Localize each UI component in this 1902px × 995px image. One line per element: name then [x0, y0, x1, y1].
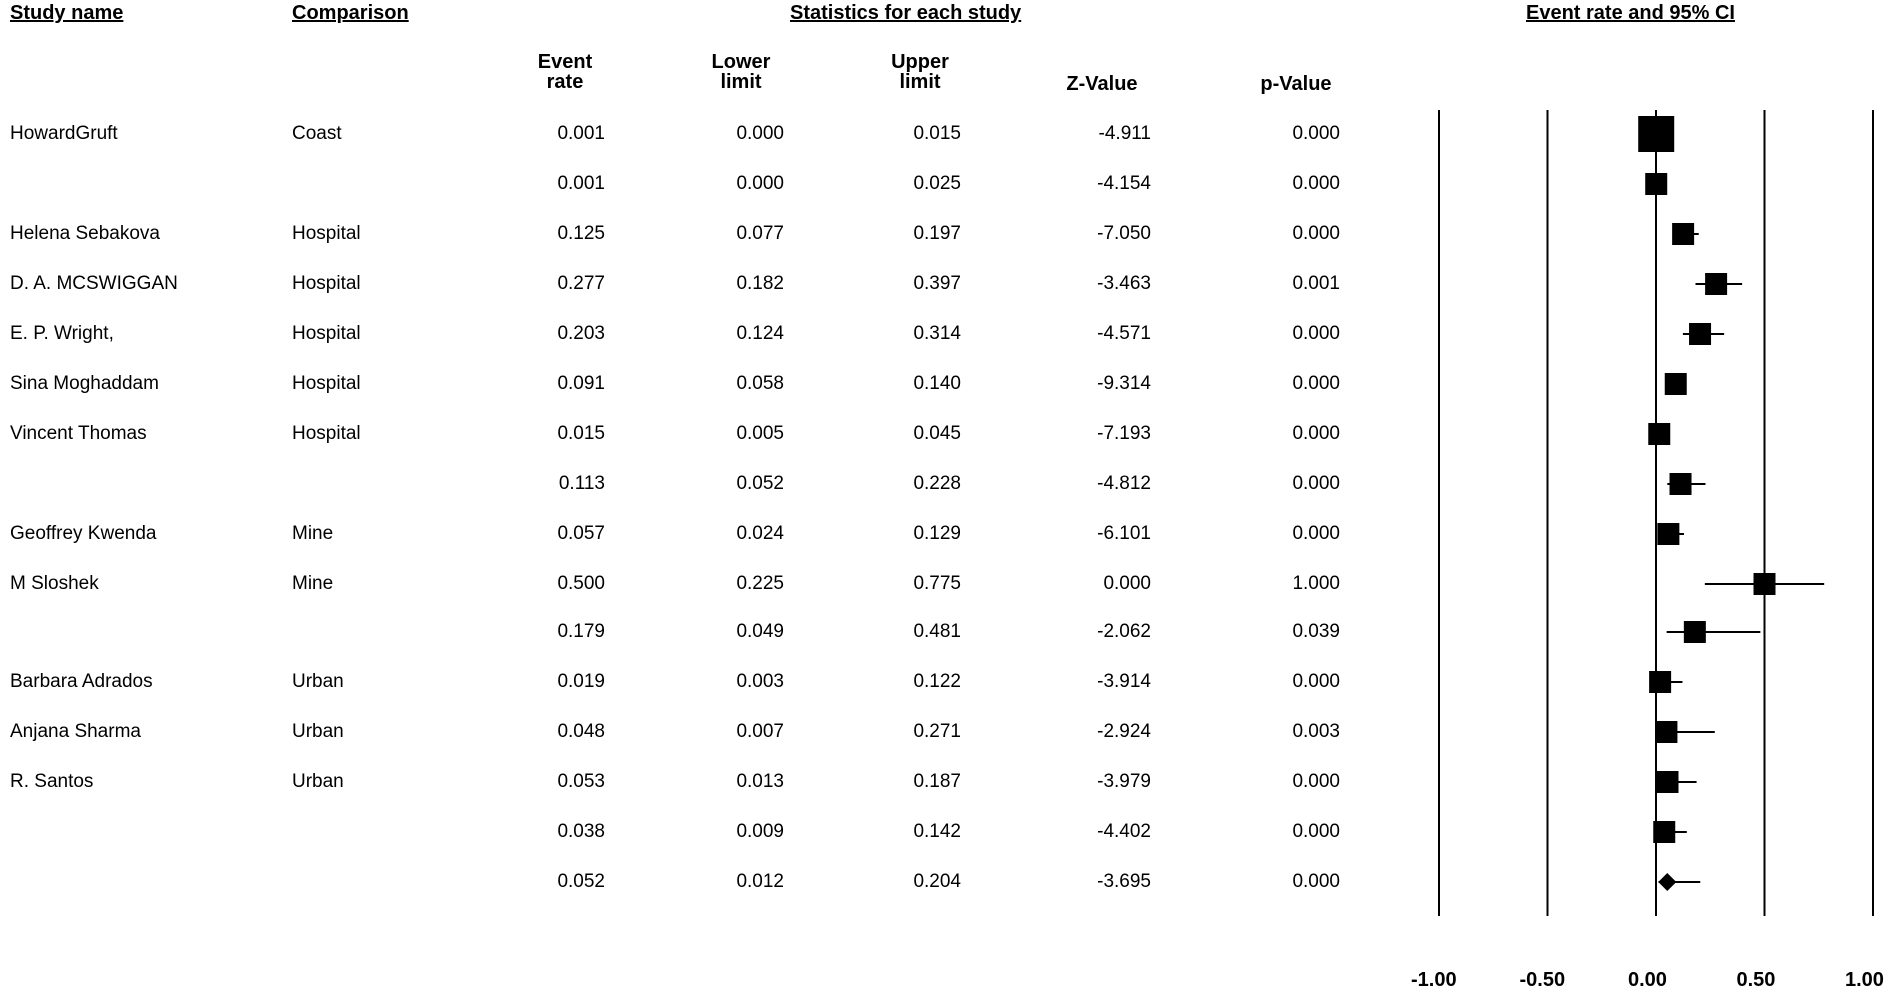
upper-limit-cell: 0.187	[913, 771, 961, 792]
point-estimate-marker	[1657, 771, 1679, 793]
study-name-cell: E. P. Wright,	[10, 323, 114, 344]
z-value-cell: 0.000	[1103, 573, 1151, 594]
p-value-cell: 0.000	[1292, 671, 1340, 692]
p-value-cell: 0.000	[1292, 323, 1340, 344]
point-estimate-marker	[1672, 223, 1694, 245]
event-rate-cell: 0.500	[557, 573, 605, 594]
point-estimate-marker	[1665, 373, 1687, 395]
comparison-cell: Hospital	[292, 223, 361, 244]
comparison-header: Comparison	[292, 2, 409, 24]
upper-limit-cell: 0.122	[913, 671, 961, 692]
event-rate-cell: 0.001	[557, 173, 605, 194]
lower-limit-cell: 0.000	[736, 173, 784, 194]
upper-limit-cell: 0.129	[913, 523, 961, 544]
lower-limit-header: Lower limit	[711, 51, 771, 93]
event-rate-cell: 0.091	[557, 373, 605, 394]
lower-limit-cell: 0.058	[736, 373, 784, 394]
study-name-cell: Sina Moghaddam	[10, 373, 159, 394]
study-name-cell: Vincent Thomas	[10, 423, 147, 444]
point-estimate-marker	[1670, 473, 1692, 495]
z-value-cell: -3.914	[1097, 671, 1151, 692]
z-value-cell: -4.812	[1097, 473, 1151, 494]
lower-limit-cell: 0.013	[736, 771, 784, 792]
study-name-cell: D. A. MCSWIGGAN	[10, 273, 178, 294]
z-value-cell: -4.911	[1098, 123, 1151, 144]
comparison-cell: Mine	[292, 573, 334, 594]
point-estimate-marker	[1653, 821, 1675, 843]
z-value-cell: -7.050	[1097, 223, 1151, 244]
study-name-cell: Barbara Adrados	[10, 671, 153, 692]
event-rate-cell: 0.015	[557, 423, 605, 444]
comparison-cell: Urban	[292, 671, 344, 692]
event-rate-cell: 0.019	[557, 671, 605, 692]
upper-limit-cell: 0.140	[913, 373, 961, 394]
event-rate-cell: 0.113	[558, 473, 605, 494]
p-value-cell: 0.000	[1292, 473, 1340, 494]
plot-title: Event rate and 95% CI	[1526, 2, 1735, 24]
z-value-cell: -2.062	[1097, 621, 1151, 642]
p-value-cell: 0.000	[1292, 821, 1340, 842]
upper-limit-cell: 0.015	[913, 123, 961, 144]
event-rate-cell: 0.053	[557, 771, 605, 792]
event-rate-cell: 0.125	[557, 223, 605, 244]
p-value-cell: 0.003	[1292, 721, 1340, 742]
event-rate-header: Event rate	[537, 51, 593, 93]
z-value-cell: -9.314	[1097, 373, 1151, 394]
lower-limit-cell: 0.005	[736, 423, 784, 444]
x-tick-label: 0.00	[1628, 969, 1667, 991]
lower-limit-cell: 0.052	[736, 473, 784, 494]
study-name-header: Study name	[10, 2, 124, 24]
z-value-cell: -4.402	[1097, 821, 1151, 842]
lower-limit-cell: 0.049	[736, 621, 784, 642]
comparison-cell: Urban	[292, 771, 344, 792]
upper-limit-cell: 0.142	[913, 821, 961, 842]
point-estimate-marker	[1648, 423, 1670, 445]
comparison-cell: Urban	[292, 721, 344, 742]
x-tick-label: -1.00	[1411, 969, 1457, 991]
study-name-cell: R. Santos	[10, 771, 94, 792]
z-value-cell: -4.571	[1097, 323, 1151, 344]
upper-limit-cell: 0.314	[913, 323, 961, 344]
event-rate-cell: 0.052	[557, 871, 605, 892]
lower-limit-cell: 0.012	[736, 871, 784, 892]
p-value-cell: 0.000	[1292, 373, 1340, 394]
lower-limit-cell: 0.009	[736, 821, 784, 842]
lower-limit-cell: 0.124	[736, 323, 784, 344]
z-value-cell: -4.154	[1097, 173, 1151, 194]
z-value-cell: -2.924	[1097, 721, 1151, 742]
z-value-cell: -6.101	[1097, 523, 1151, 544]
lower-limit-cell: 0.077	[736, 223, 784, 244]
z-value-cell: -7.193	[1097, 423, 1151, 444]
statistics-header: Statistics for each study	[790, 2, 1022, 24]
p-value-cell: 0.000	[1292, 771, 1340, 792]
event-rate-cell: 0.048	[557, 721, 605, 742]
point-estimate-marker	[1649, 671, 1671, 693]
overall-diamond	[1658, 873, 1676, 891]
study-name-cell: Geoffrey Kwenda	[10, 523, 157, 544]
upper-limit-cell: 0.025	[913, 173, 961, 194]
lower-limit-cell: 0.225	[736, 573, 784, 594]
comparison-cell: Hospital	[292, 273, 361, 294]
study-name-cell: Anjana Sharma	[10, 721, 141, 742]
p-value-cell: 0.039	[1292, 621, 1340, 642]
event-rate-cell: 0.277	[557, 273, 605, 294]
z-value-header: Z-Value	[1066, 73, 1138, 95]
z-value-cell: -3.463	[1097, 273, 1151, 294]
upper-limit-cell: 0.197	[913, 223, 961, 244]
event-rate-cell: 0.038	[557, 821, 605, 842]
lower-limit-cell: 0.182	[736, 273, 784, 294]
event-rate-cell: 0.203	[557, 323, 605, 344]
point-estimate-marker	[1689, 323, 1711, 345]
upper-limit-cell: 0.397	[913, 273, 961, 294]
point-estimate-marker	[1638, 116, 1674, 152]
point-estimate-marker	[1684, 621, 1706, 643]
x-tick-label: -0.50	[1519, 969, 1566, 991]
p-value-cell: 0.000	[1292, 871, 1340, 892]
upper-limit-cell: 0.271	[913, 721, 961, 742]
point-estimate-marker	[1655, 721, 1677, 743]
lower-limit-cell: 0.007	[736, 721, 784, 742]
p-value-header: p-Value	[1260, 73, 1332, 95]
upper-limit-cell: 0.204	[913, 871, 961, 892]
event-rate-cell: 0.179	[557, 621, 605, 642]
comparison-cell: Hospital	[292, 423, 361, 444]
point-estimate-marker	[1754, 573, 1776, 595]
study-name-cell: HowardGruft	[10, 123, 118, 144]
study-name-cell: Helena Sebakova	[10, 223, 160, 244]
z-value-cell: -3.979	[1097, 771, 1151, 792]
upper-limit-cell: 0.775	[913, 573, 961, 594]
lower-limit-cell: 0.024	[736, 523, 784, 544]
point-estimate-marker	[1645, 173, 1667, 195]
p-value-cell: 0.000	[1292, 173, 1340, 194]
upper-limit-header: Upper limit	[891, 51, 949, 93]
upper-limit-cell: 0.481	[913, 621, 961, 642]
comparison-cell: Hospital	[292, 323, 361, 344]
p-value-cell: 1.000	[1292, 573, 1340, 594]
z-value-cell: -3.695	[1097, 871, 1151, 892]
lower-limit-cell: 0.003	[736, 671, 784, 692]
comparison-cell: Mine	[292, 523, 334, 544]
point-estimate-marker	[1657, 523, 1679, 545]
upper-limit-cell: 0.045	[913, 423, 961, 444]
p-value-cell: 0.000	[1292, 423, 1340, 444]
p-value-cell: 0.001	[1292, 273, 1340, 294]
p-value-cell: 0.000	[1292, 223, 1340, 244]
comparison-cell: Coast	[292, 123, 342, 144]
study-name-cell: M Sloshek	[10, 573, 99, 594]
p-value-cell: 0.000	[1292, 523, 1340, 544]
lower-limit-cell: 0.000	[736, 123, 784, 144]
comparison-cell: Hospital	[292, 373, 361, 394]
upper-limit-cell: 0.228	[913, 473, 961, 494]
point-estimate-marker	[1705, 273, 1727, 295]
event-rate-cell: 0.001	[557, 123, 605, 144]
x-tick-label: 0.50	[1736, 969, 1776, 991]
x-tick-label: 1.00	[1845, 969, 1884, 991]
event-rate-cell: 0.057	[557, 523, 605, 544]
p-value-cell: 0.000	[1292, 123, 1340, 144]
